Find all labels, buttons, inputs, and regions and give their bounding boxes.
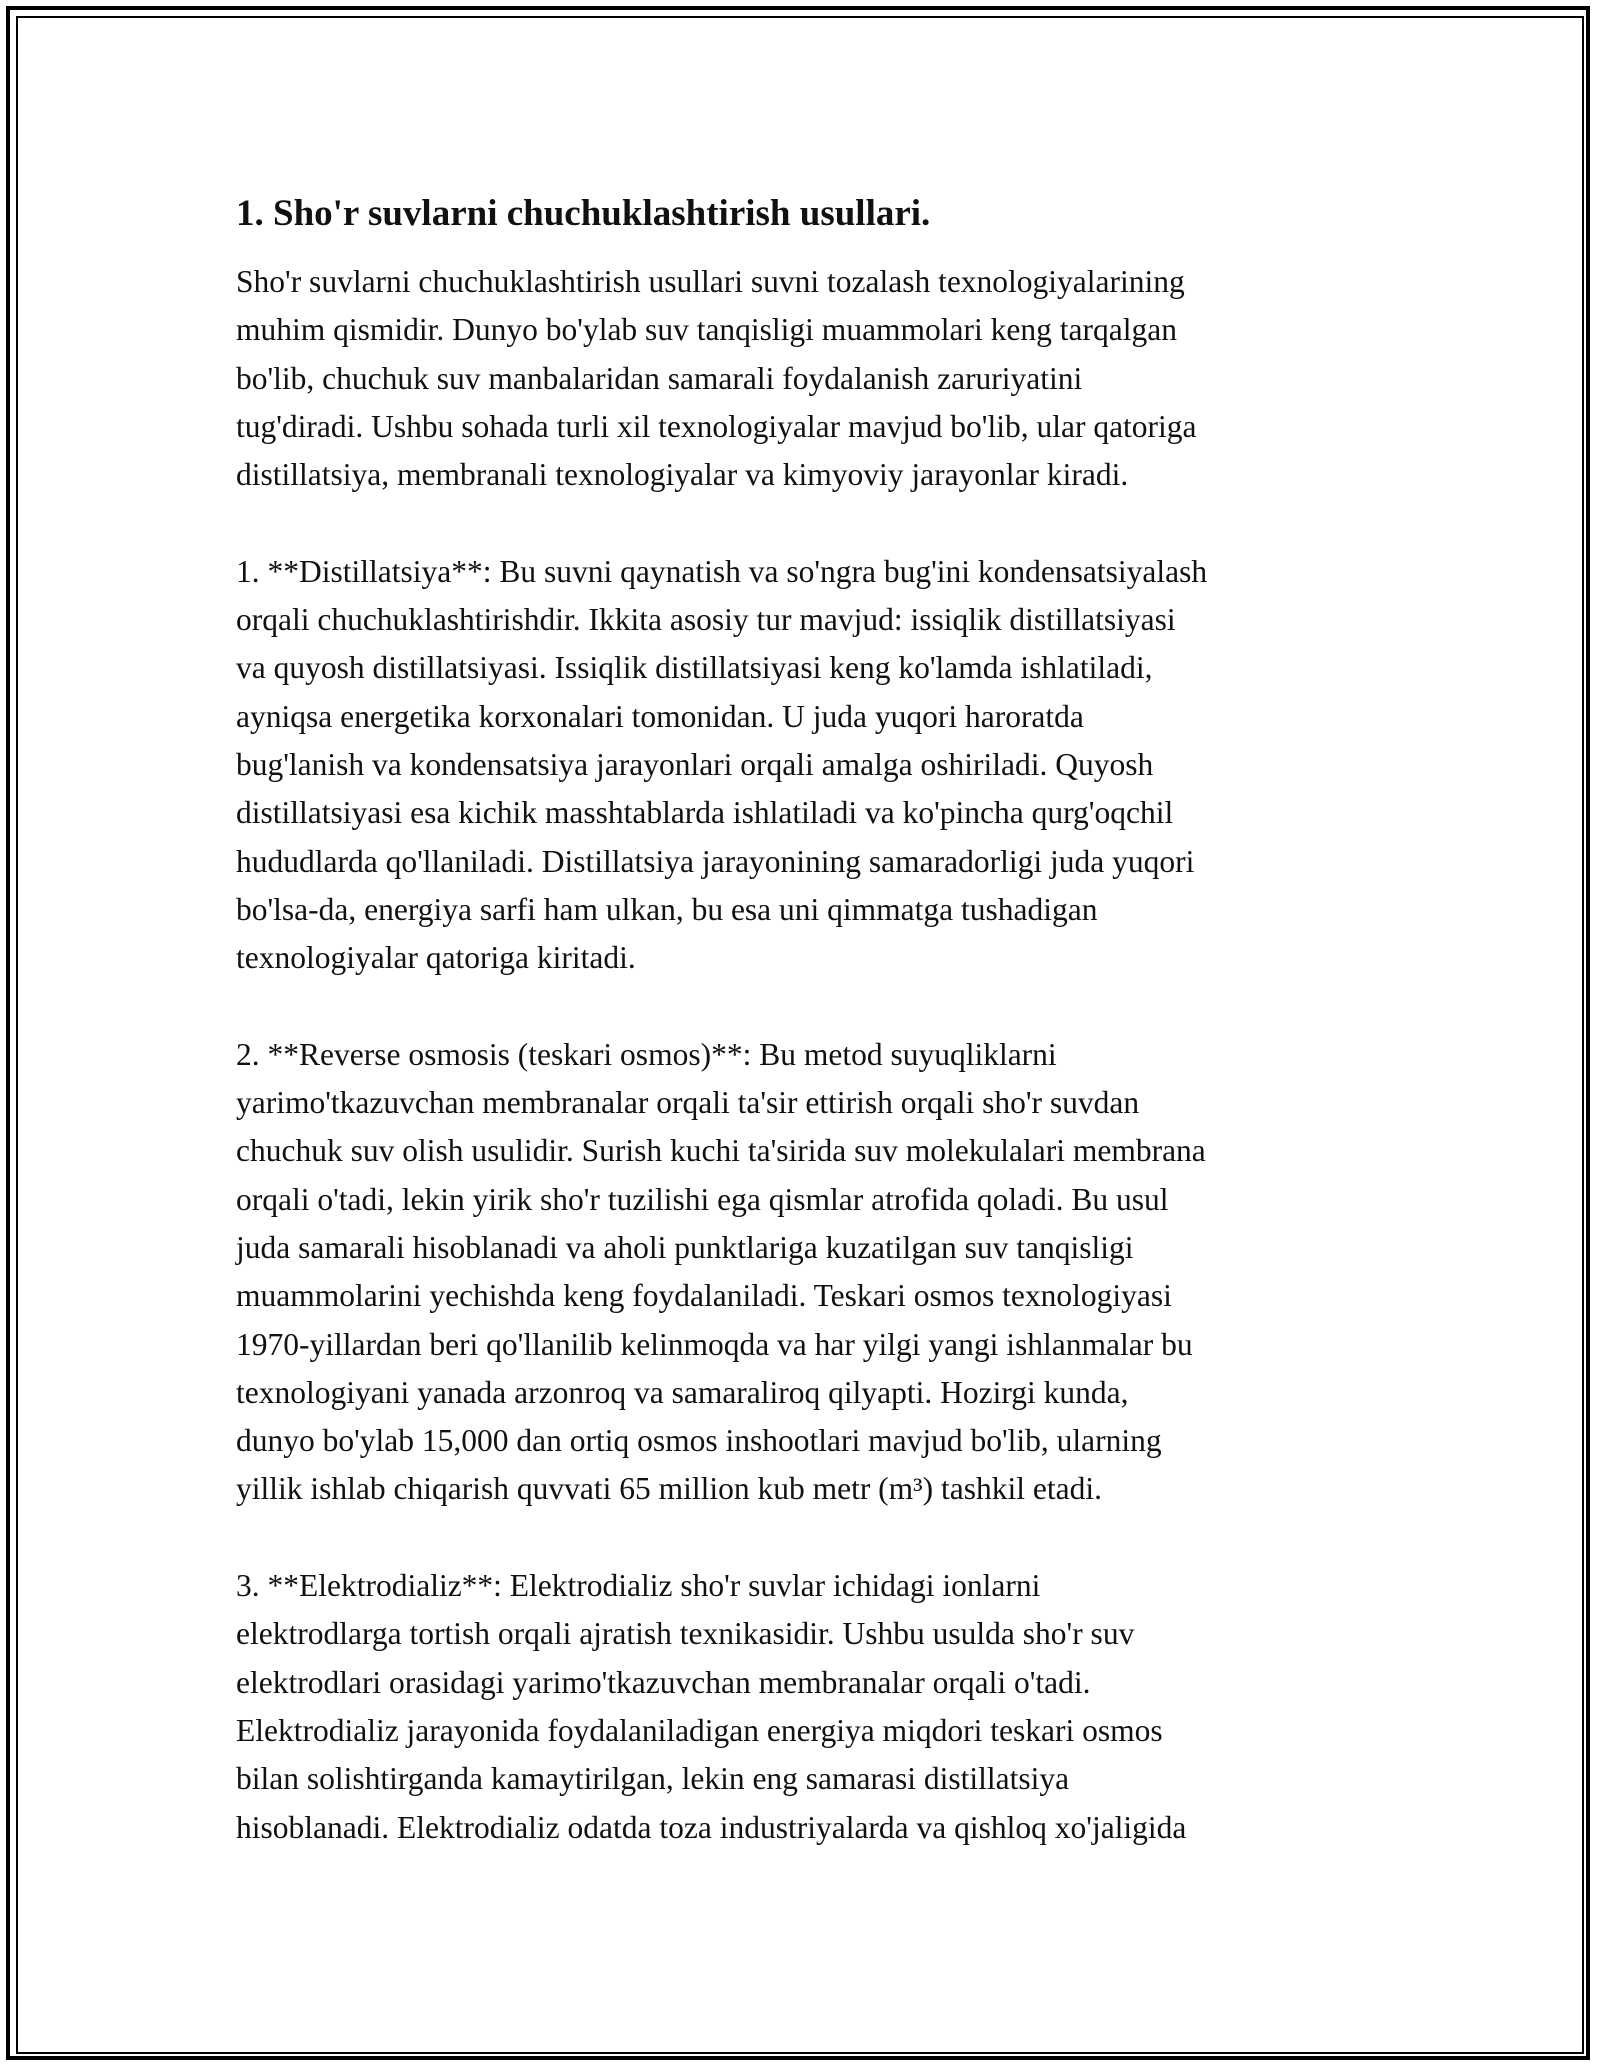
document-heading: 1. Sho'r suvlarni chuchuklashtirish usullari.: [236, 193, 931, 234]
intro-paragraph: Sho'r suvlarni chuchuklashtirish usullari suvni tozalash texnologiyalarining muhim qismidir. Dunyo bo'ylab suv tanqisligi muammolari keng tarqalgan bo'lib, chuchuk suv manbalaridan samarali foydalanish zaruriyatini tug'diradi. Ushbu sohada turli xil texnologiyalar mavjud bo'lib, ular qatoriga distillatsiya, membranali texnologiyalar va kimyoviy jarayonlar kiradi.: [236, 264, 1197, 493]
electrodialysis-paragraph: 3. **Elektrodializ**: Elektrodializ sho'r suvlar ichidagi ionlarni elektrodlarga tortish orqali ajratish texnikasidir. Ushbu usulda sho'r suv elektrodlari orasidagi yarimo'tkazuvchan membranalar orqali o'tadi. Elektrodializ jarayonida foydalaniladigan energiya miqdori teskari osmos bilan solishtirganda kamaytirilgan, lekin eng samarasi distillatsiya hisoblanadi. Elektrodializ odatda toza industriyalarda va qishloq xo'jaligida: [236, 1568, 1187, 1845]
distillation-paragraph: 1. **Distillatsiya**: Bu suvni qaynatish va so'ngra bug'ini kondensatsiyalash orqali chuchuklashtirishdir. Ikkita asosiy tur mavjud: issiqlik distillatsiyasi va quyosh distillatsiyasi. Issiqlik distillatsiyasi keng ko'lamda ishlatiladi, ayniqsa energetika korxonalari tomonidan. U juda yuqori haroratda bug'lanish va kondensatsiya jarayonlari orqali amalga oshiriladi. Quyosh distillatsiyasi esa kichik masshtablarda ishlatiladi va ko'pincha qurg'oqchil hududlarda qo'llaniladi. Distillatsiya jarayonining samaradorligi juda yuqori bo'lsa-da, energiya sarfi ham ulkan, bu esa uni qimmatga tushadigan texnologiyalar qatoriga kiritadi.: [236, 553, 1208, 976]
reverse-osmosis-paragraph: 2. **Reverse osmosis (teskari osmos)**: Bu metod suyuqliklarni yarimo'tkazuvchan membranalar orqali ta'sir ettirish orqali sho'r suvdan chuchuk suv olish usulidir. Surish kuchi ta'sirida suv molekulalari membrana orqali o'tadi, lekin yirik sho'r tuzilishi ega qismlar atrofida qoladi. Bu usul juda samarali hisoblanadi va aholi punktlariga kuzatilgan suv tanqisligi muammolarini yechishda keng foydalaniladi. Teskari osmos texnologiyasi 1970-yillardan beri qo'llanilib kelinmoqda va har yilgi yangi ishlanmalar bu texnologiyani yanada arzonroq va samaraliroq qilyapti. Hozirgi kunda, dunyo bo'ylab 15,000 dan ortiq osmos inshootlari mavjud bo'lib, ularning yillik ishlab chiqarish quvvati 65 million kub metr (m³) tashkil etadi.: [236, 1036, 1206, 1507]
document-body: [236, 190, 1376, 1900]
